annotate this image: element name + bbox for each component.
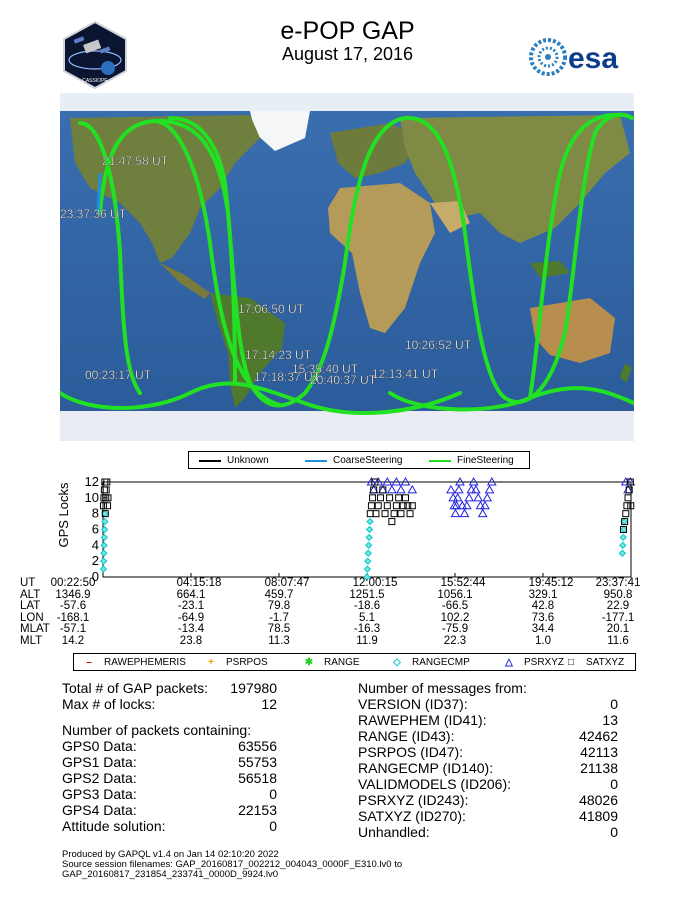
- data-point-psrxyz: [465, 494, 473, 501]
- y-tick-label: 0: [91, 569, 99, 584]
- stat-value: 56518: [238, 770, 277, 786]
- unknown-line-icon: [199, 460, 221, 462]
- track-label: 00:23:17 UT: [85, 368, 152, 382]
- esa-logo: [528, 37, 633, 77]
- tick-table-cell: 34.4: [531, 623, 555, 636]
- date-subtitle: August 17, 2016: [281, 44, 414, 64]
- stat-value: 41809: [579, 808, 618, 824]
- stat-label: VERSION (ID37):: [358, 696, 468, 712]
- data-point-rangecmp: [367, 519, 373, 525]
- tick-table-cell: -75.9: [441, 623, 469, 636]
- tick-table-cell: 42.8: [531, 600, 555, 613]
- tick-table-cell: 1056.1: [437, 588, 473, 601]
- row-header: LAT: [20, 600, 41, 613]
- stat-row: [358, 808, 618, 824]
- triangle-icon: △: [505, 657, 513, 668]
- track-label: 21:47:58 UT: [102, 154, 169, 168]
- data-point-psrxyz: [474, 494, 482, 501]
- legend-label: SATXYZ: [586, 657, 625, 668]
- tick-table-cell: -57.1: [59, 623, 87, 636]
- spacer: [62, 712, 277, 722]
- coarse-line-icon: [305, 460, 327, 462]
- dash-icon: –: [86, 657, 92, 668]
- legend-item-unknown: [199, 455, 269, 466]
- stat-label: Attitude solution:: [62, 818, 166, 834]
- data-point-psrxyz: [451, 510, 459, 517]
- stat-row: [358, 760, 618, 776]
- data-point-satxyz: [405, 503, 411, 509]
- stat-row: [62, 722, 277, 738]
- y-axis-label: GPS Locks: [56, 482, 71, 548]
- tick-table-cell: 459.7: [264, 588, 294, 601]
- stat-value: 0: [610, 696, 618, 712]
- track-label: 17:06:50 UT: [238, 302, 305, 316]
- data-point-psrxyz: [486, 486, 494, 493]
- legend-label: RANGE: [324, 657, 360, 668]
- legend-label: CoarseSteering: [333, 455, 403, 466]
- legend-label: PSRXYZ: [524, 657, 565, 668]
- message-stats: [358, 680, 618, 840]
- stat-row: [358, 776, 618, 792]
- tick-table-cell: -16.3: [353, 623, 381, 636]
- star-icon: ✱: [304, 657, 314, 668]
- stat-row: [62, 786, 277, 802]
- stat-value: 55753: [238, 754, 277, 770]
- tick-table-row: [20, 601, 680, 613]
- stat-row: [62, 696, 277, 712]
- data-point-satxyz: [409, 503, 415, 509]
- tick-table-cell: 102.2: [440, 611, 470, 624]
- arctic-ice: [60, 93, 634, 111]
- stat-row: [62, 738, 277, 754]
- data-point-satxyz: [389, 519, 395, 525]
- footer-produced-by: Produced by GAPQL v1.4 on Jan 14 02:10:20 2022: [62, 849, 279, 860]
- footer-source-files: Source session filenames: GAP_20160817_002212_004043_0000F_E310.lv0 to: [62, 859, 403, 870]
- data-point-rangecmp: [101, 542, 107, 548]
- tick-table-cell: 11.6: [607, 635, 629, 647]
- stat-row: [62, 680, 277, 696]
- tick-table-cell: -168.1: [56, 611, 90, 624]
- tick-table-cell: 23:37:41: [595, 577, 641, 589]
- tick-table-cell: -57.6: [59, 600, 87, 613]
- tick-table-cell: 1251.5: [349, 588, 385, 601]
- legend-label: Unknown: [227, 455, 269, 466]
- tick-table-cell: 12:00:15: [352, 577, 398, 589]
- tick-table-cell: 11.9: [356, 635, 378, 647]
- stat-label: SATXYZ (ID270):: [358, 808, 466, 824]
- tick-table-cell: 15:52:44: [440, 577, 486, 589]
- y-tick-label: 6: [91, 521, 99, 537]
- footer: [62, 850, 402, 880]
- data-point-rangecmp: [619, 550, 625, 556]
- data-point-rangecmp: [365, 550, 371, 556]
- tick-table-row: [20, 624, 680, 636]
- data-point-rangecmp: [101, 558, 107, 564]
- stat-row: [358, 824, 618, 840]
- stat-value: 0: [269, 786, 277, 802]
- data-point-satxyz: [400, 503, 406, 509]
- page-title: e-POP GAP: [280, 17, 415, 45]
- tick-table-cell: -66.5: [441, 600, 469, 613]
- data-point-satxyz: [101, 487, 107, 493]
- row-header: MLAT: [20, 623, 50, 636]
- stat-row: [358, 696, 618, 712]
- tick-table-row: [20, 636, 680, 648]
- tick-table-cell: 79.8: [267, 600, 291, 613]
- data-point-rangecmp: [621, 527, 627, 533]
- stat-row: [62, 770, 277, 786]
- legend-label: PSRPOS: [226, 657, 268, 668]
- tick-table-cell: 19:45:12: [528, 577, 574, 589]
- stat-label: GPS3 Data:: [62, 786, 137, 802]
- tick-table-cell: 73.6: [531, 611, 555, 624]
- stat-value: 22153: [238, 802, 277, 818]
- stat-value: 42113: [580, 744, 618, 760]
- stat-label: PSRPOS (ID47):: [358, 744, 464, 760]
- stat-label: GPS4 Data:: [62, 802, 137, 818]
- stat-value: 42462: [579, 728, 618, 744]
- plus-icon: +: [208, 657, 214, 668]
- tick-table-cell: 5.1: [359, 611, 375, 624]
- data-point-satxyz: [623, 511, 629, 517]
- tick-table-cell: 22.9: [606, 600, 630, 613]
- chart-frame: [85, 475, 631, 584]
- stat-value: 21138: [580, 760, 618, 776]
- tick-table-cell: 1346.9: [55, 588, 91, 601]
- row-header: ALT: [20, 588, 41, 601]
- data-point-satxyz: [378, 495, 384, 501]
- mission-logo: [60, 20, 130, 90]
- data-point-rangecmp: [365, 558, 371, 564]
- stat-label: Number of packets containing:: [62, 722, 252, 738]
- stat-row: [62, 818, 277, 834]
- stat-value: 0: [610, 776, 618, 792]
- gps-locks-chart: [0, 475, 695, 585]
- tick-table-row: [20, 590, 680, 602]
- data-point-psrxyz: [388, 486, 396, 493]
- data-point-satxyz: [624, 503, 630, 509]
- track-label: 12:13:41 UT: [372, 367, 439, 381]
- stat-value: 63556: [238, 738, 277, 754]
- legend-item-coarse: [305, 455, 402, 466]
- tick-table-cell: 00:22:50: [50, 577, 96, 589]
- stat-label: RANGECMP (ID140):: [358, 760, 494, 776]
- y-tick-label: 12: [84, 475, 99, 489]
- stat-label: Total # of GAP packets:: [62, 680, 209, 696]
- tick-table-cell: 04:15:18: [176, 577, 222, 589]
- stat-row: [358, 680, 618, 696]
- legend-label: FineSteering: [457, 455, 514, 466]
- svg-text:CASSIOPE: CASSIOPE: [82, 78, 108, 84]
- tick-table-cell: -23.1: [177, 600, 205, 613]
- tick-table-row: [20, 613, 680, 625]
- packet-stats: [62, 680, 277, 834]
- stat-label: Unhandled:: [358, 824, 430, 840]
- track-label: 17:18:37 UT: [254, 370, 321, 384]
- data-point-satxyz: [370, 495, 376, 501]
- stat-value: 0: [610, 824, 618, 840]
- stat-label: GPS0 Data:: [62, 738, 137, 754]
- stat-row: [358, 744, 618, 760]
- tick-table-cell: 22.3: [443, 635, 467, 647]
- legend-item-psrxyz: [504, 657, 564, 668]
- data-point-rangecmp: [364, 566, 370, 572]
- data-point-psrxyz: [455, 486, 463, 493]
- stat-label: RAWEPHEM (ID41):: [358, 712, 487, 728]
- fine-line-icon: [429, 460, 451, 462]
- data-point-satxyz: [373, 511, 379, 517]
- data-point-satxyz: [103, 487, 109, 493]
- tick-table-cell: 78.5: [267, 623, 291, 636]
- legend-item-psrpos: [206, 657, 268, 668]
- data-point-rangecmp: [101, 550, 107, 556]
- data-point-satxyz: [391, 511, 397, 517]
- y-tick-label: 4: [91, 537, 99, 553]
- row-header: UT: [20, 577, 36, 589]
- data-point-psrxyz: [447, 486, 455, 493]
- data-point-satxyz: [402, 495, 408, 501]
- data-point-rangecmp: [102, 527, 108, 533]
- stat-label: PSRXYZ (ID243):: [358, 792, 469, 808]
- row-header: LON: [20, 611, 44, 624]
- stat-value: 13: [602, 712, 618, 728]
- legend-item-range: [304, 657, 360, 668]
- data-point-satxyz: [105, 503, 111, 509]
- data-point-psrxyz: [479, 510, 487, 517]
- stat-label: RANGE (ID43):: [358, 728, 455, 744]
- tick-table-cell: 664.1: [176, 588, 206, 601]
- y-tick-label: 10: [84, 489, 99, 505]
- diamond-icon: ◇: [393, 657, 401, 668]
- data-point-rangecmp: [101, 534, 107, 540]
- stat-label: GPS2 Data:: [62, 770, 137, 786]
- track-label: 17:14:23 UT: [245, 348, 312, 362]
- legend-label: RANGECMP: [412, 657, 470, 668]
- tick-table-cell: -1.7: [269, 611, 289, 624]
- legend-item-rawephemeris: [84, 657, 186, 668]
- track-legend: [188, 451, 530, 469]
- legend-label: RAWEPHEMERIS: [104, 657, 186, 668]
- data-point-rangecmp: [367, 527, 373, 533]
- data-point-satxyz: [398, 511, 404, 517]
- stat-row: [358, 712, 618, 728]
- stat-value: 0: [269, 818, 277, 834]
- legend-item-fine: [429, 455, 514, 466]
- data-point-satxyz: [382, 511, 388, 517]
- chart-points: [100, 478, 634, 580]
- data-point-satxyz: [387, 495, 393, 501]
- track-label: 10:26:52 UT: [405, 338, 472, 352]
- stat-label: Max # of locks:: [62, 696, 156, 712]
- data-point-satxyz: [367, 511, 373, 517]
- stat-row: [358, 728, 618, 744]
- data-point-satxyz: [407, 511, 413, 517]
- tick-table-cell: 329.1: [528, 588, 558, 601]
- track-label: 23:37:36 UT: [60, 207, 127, 221]
- data-point-satxyz: [625, 495, 631, 501]
- data-point-satxyz: [384, 503, 390, 509]
- data-point-satxyz: [393, 503, 399, 509]
- tick-table-cell: 14.2: [61, 635, 85, 647]
- data-point-rangecmp: [100, 566, 106, 572]
- stat-value: 197980: [230, 680, 277, 696]
- row-header: MLT: [20, 635, 43, 647]
- footer-source-files-end: GAP_20160817_231854_233741_0000D_9924.lv0: [62, 869, 279, 880]
- stat-value: 12: [261, 696, 277, 712]
- tick-table-cell: 950.8: [603, 588, 633, 601]
- data-point-rangecmp: [620, 534, 626, 540]
- data-point-psrxyz: [461, 510, 469, 517]
- tick-table-cell: 1.0: [535, 635, 551, 647]
- tick-table-cell: -13.4: [177, 623, 205, 636]
- series-legend: [73, 653, 636, 671]
- antarctica: [60, 411, 634, 441]
- data-point-psrxyz: [483, 494, 491, 501]
- data-point-rangecmp: [620, 542, 626, 548]
- stat-label: Number of messages from:: [358, 680, 527, 696]
- tick-table-cell: 23.8: [179, 635, 203, 647]
- data-point-psrxyz: [408, 486, 416, 493]
- tick-table-cell: -64.9: [177, 611, 205, 624]
- stat-row: [358, 792, 618, 808]
- tick-table-cell: 08:07:47: [264, 577, 310, 589]
- stat-row: [62, 802, 277, 818]
- stat-value: 48026: [579, 792, 618, 808]
- data-point-rangecmp: [366, 534, 372, 540]
- svg-text:esa: esa: [568, 42, 619, 75]
- data-point-rangecmp: [366, 542, 372, 548]
- stat-row: [62, 754, 277, 770]
- tick-table-cell: -18.6: [353, 600, 381, 613]
- tick-table-cell: 11.3: [268, 635, 290, 647]
- tick-table-cell: 20.1: [606, 623, 630, 636]
- legend-item-rangecmp: [392, 657, 470, 668]
- y-tick-label: 8: [91, 505, 99, 521]
- data-point-psrxyz: [397, 486, 405, 493]
- square-icon: □: [567, 657, 575, 668]
- data-point-satxyz: [368, 503, 374, 509]
- track-label: 20:40:37 UT: [310, 373, 377, 387]
- data-point-satxyz: [396, 495, 402, 501]
- track-label: 15:35:40 UT: [292, 362, 359, 376]
- ground-track-map: [60, 93, 634, 441]
- y-tick-label: 2: [91, 553, 99, 569]
- stat-label: VALIDMODELS (ID206):: [358, 776, 512, 792]
- legend-item-satxyz: [566, 657, 624, 668]
- tick-table-cell: -177.1: [601, 611, 635, 624]
- data-point-satxyz: [375, 503, 381, 509]
- stat-label: GPS1 Data:: [62, 754, 137, 770]
